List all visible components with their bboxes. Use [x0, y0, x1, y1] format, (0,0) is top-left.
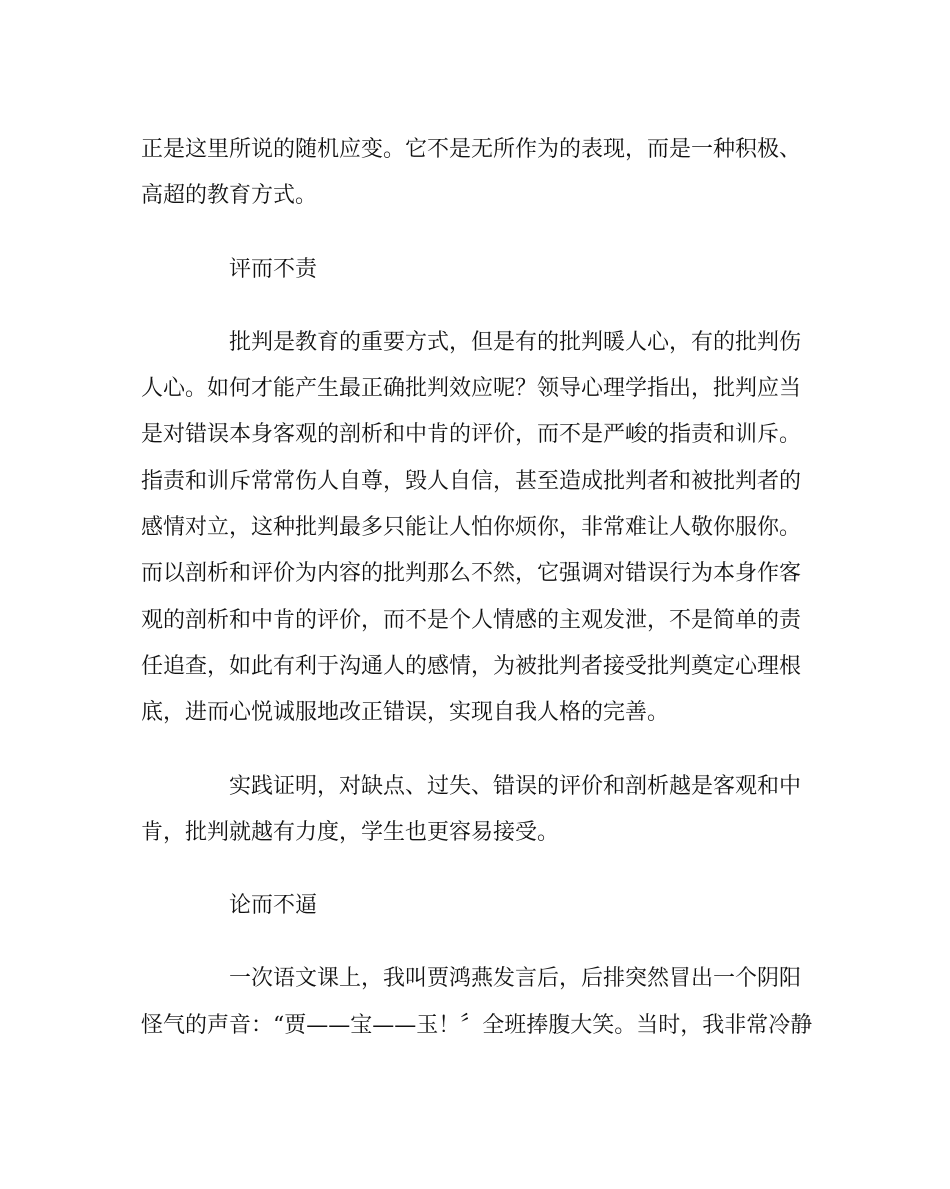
- text-line: 一次语文课上，我叫贾鸿燕发言后，后排突然冒出一个阴阳: [229, 966, 802, 992]
- text-line: 实践证明，对缺点、过失、错误的评价和剖析越是客观和中: [229, 773, 802, 799]
- text-line: 肯，批判就越有力度，学生也更容易接受。: [141, 819, 560, 845]
- section-heading-discuss: 论而不逼: [229, 893, 318, 919]
- paragraph-practice: [141, 764, 810, 857]
- text-line: 人心。如何才能产生最正确批判效应呢？领导心理学指出，批判应当: [141, 376, 802, 402]
- section-heading-critique: 评而不责: [229, 256, 318, 282]
- text-line: 是对错误本身客观的剖析和中肯的评价，而不是严峻的指责和训斥。: [141, 422, 802, 448]
- text-line: 指责和训斥常常伤人自尊，毁人自信，甚至造成批判者和被批判者的: [141, 468, 802, 494]
- text-line: 而以剖析和评价为内容的批判那么不然，它强调对错误行为本身作客: [141, 561, 802, 587]
- text-line: 观的剖析和中肯的评价，而不是个人情感的主观发泄，不是简单的责: [141, 607, 802, 633]
- text-line: 批判是教育的重要方式，但是有的批判暖人心，有的批判伤: [229, 329, 802, 355]
- paragraph-criticism: [141, 320, 810, 737]
- text-line: 正是这里所说的随机应变。它不是无所作为的表现，而是一种积极、: [141, 137, 802, 162]
- text-line: 底，进而心悦诚服地改正错误，实现自我人格的完善。: [141, 700, 670, 726]
- text-line: 任追查，如此有利于沟通人的感情，为被批判者接受批判奠定心理根: [141, 653, 802, 679]
- paragraph-anecdote: [141, 956, 813, 1049]
- text-line: 高超的教育方式。: [141, 183, 318, 209]
- text-line: 怪气的声音：“贾——宝——玉！〞全班捧腹大笑。当时，我非常冷静: [141, 1012, 813, 1038]
- paragraph-continuation: [141, 127, 810, 220]
- text-line: 感情对立，这种批判最多只能让人怕你烦你，非常难让人敬你服你。: [141, 515, 802, 541]
